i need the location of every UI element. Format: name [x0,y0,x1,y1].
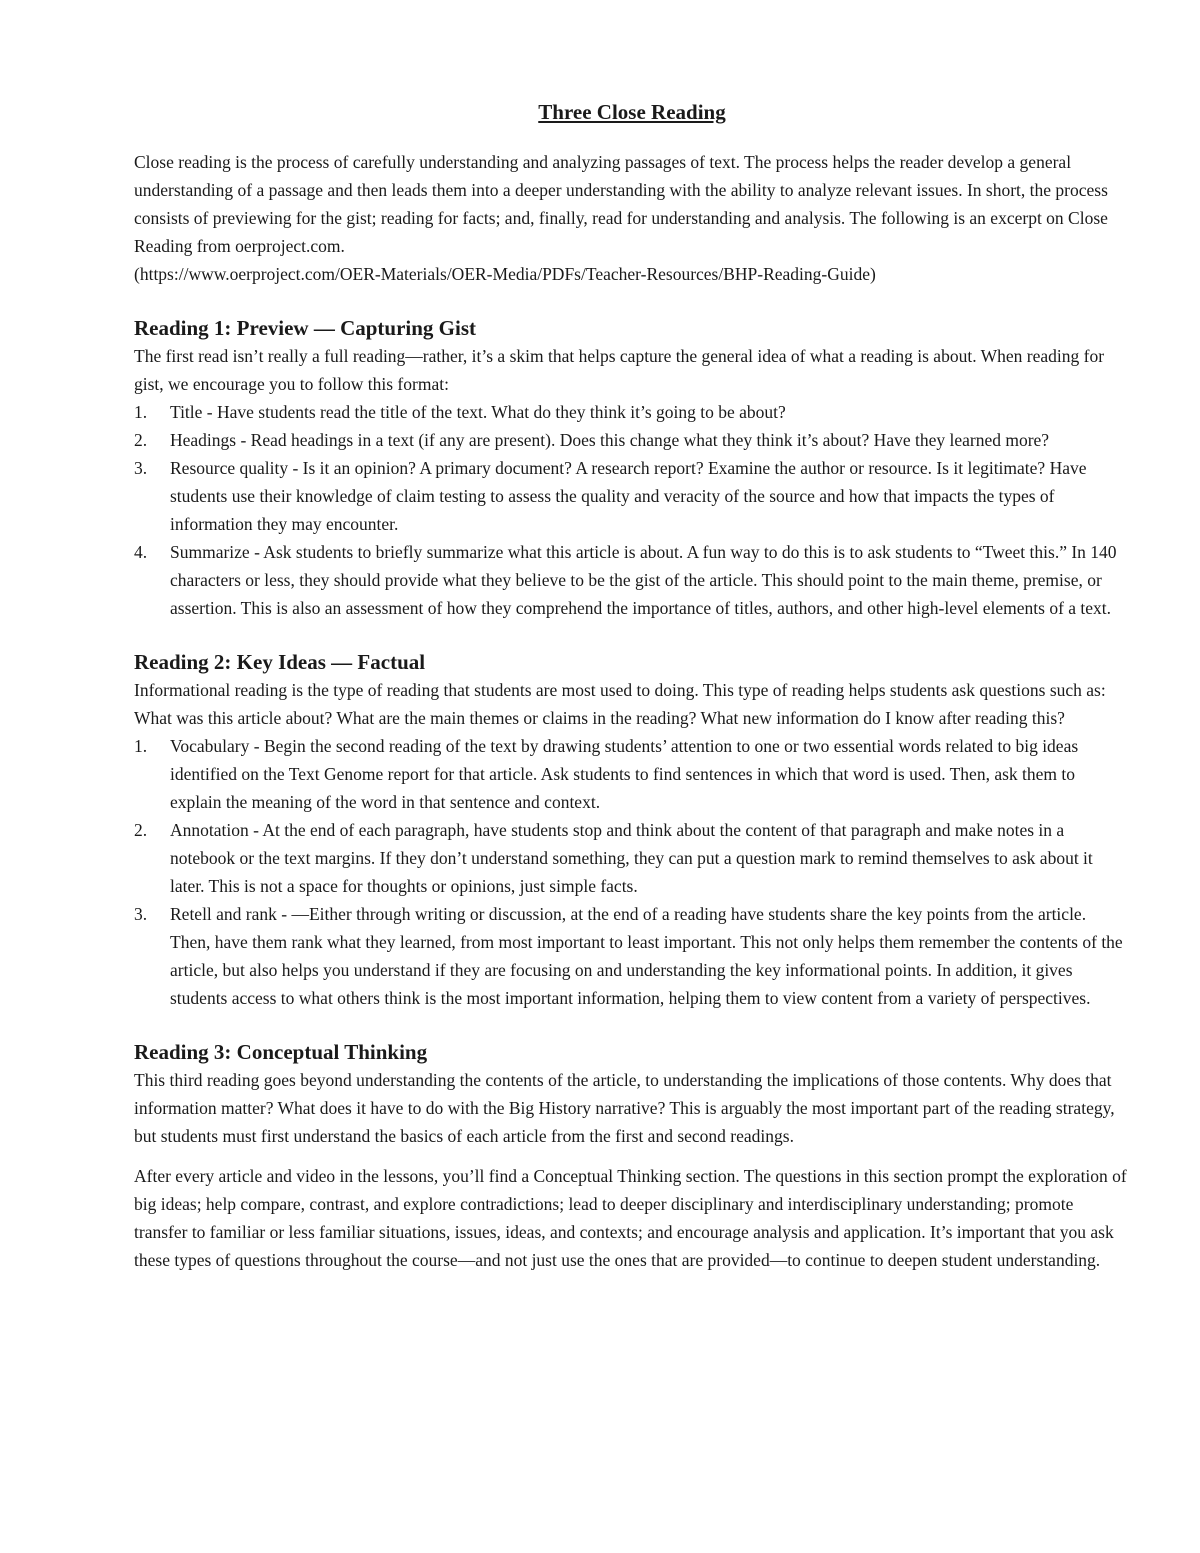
list-item [134,816,1130,900]
list-number: 2. [134,430,148,450]
section-body: This third reading goes beyond understanding the contents of the article, to understanding the implications of those contents. Why does that information matter? What does it have to do with the Big History narrative? This is arguably the most important part of the reading strategy, but students must first understand the basics of each article from the first and second readings. [134,1070,1115,1146]
document-title: Three Close Reading [538,100,726,124]
section-heading: Reading 3: Conceptual Thinking [134,1040,428,1064]
section-reading-3 [134,1038,1130,1274]
list-number: 4. [134,542,148,562]
list-item-text: Vocabulary - Begin the second reading of the text by drawing students’ attention to one or two essential words related to big ideas identified on the Text Genome report for that article. Ask students to find sentences in which that word is used. Then, ask them to explain the meaning of the word in that sentence and context. [170,736,1079,812]
list-item [134,732,1130,816]
list-item-text: Title - Have students read the title of the text. What do they think it’s going to be about? [170,402,786,422]
list-number: 2. [134,820,148,840]
list-item [134,538,1130,622]
list-item-text: Resource quality - Is it an opinion? A primary document? A research report? Examine the author or resource. Is it legitimate? Have students use their knowledge of claim testing to assess the quality and veracity of the source and how that impacts the types of information they may encounter. [170,458,1087,534]
section-reading-1 [134,314,1130,622]
section-body: Informational reading is the type of reading that students are most used to doing. This type of reading helps students ask questions such as: What was this article about? What are the main themes or claims in the reading? What new information do I know after reading this? [134,680,1106,728]
section-reading-2 [134,648,1130,1012]
list-number: 3. [134,458,148,478]
intro-paragraph: Close reading is the process of carefully understanding and analyzing passages of text. The process helps the reader develop a general understanding of a passage and then leads them into a deeper understanding with the ability to analyze relevant issues. In short, the process consists of previewing for the gist; reading for facts; and, finally, read for understanding and analysis. The following is an excerpt on Close Reading from oerproject.com. [134,152,1108,256]
list-number: 1. [134,402,148,422]
intro-section [134,148,1130,288]
section-heading: Reading 2: Key Ideas — Factual [134,650,426,674]
list-item-text: Headings - Read headings in a text (if any are present). Does this change what they think it’s about? Have they learned more? [170,430,1050,450]
numbered-list [134,732,1130,1012]
section-body: The first read isn’t really a full reading—rather, it’s a skim that helps capture the general idea of what a reading is about. When reading for gist, we encourage you to follow this format: [134,346,1105,394]
section-body-continued: After every article and video in the lessons, you’ll find a Conceptual Thinking section. The questions in this section prompt the exploration of big ideas; help compare, contrast, and explore contradictions; lead to deeper disciplinary and interdisciplinary understanding; promote transfer to familiar or less familiar situations, issues, ideas, and contexts; and encourage analysis and application. It’s important that you ask these types of questions throughout the course—and not just use the ones that are provided—to continue to deepen student understanding. [134,1166,1127,1270]
section-heading: Reading 1: Preview — Capturing Gist [134,316,477,340]
list-item-text: Summarize - Ask students to briefly summarize what this article is about. A fun way to do this is to ask students to “Tweet this.” In 140 characters or less, they should provide what they believe to be the gist of the article. This should point to the main theme, premise, or assertion. This is also an assessment of how they comprehend the importance of titles, authors, and other high-level elements of a text. [170,542,1117,618]
list-number: 1. [134,736,148,756]
list-item-text: Retell and rank - —Either through writing or discussion, at the end of a reading have students share the key points from the article. Then, have them rank what they learned, from most important to least important. This not only helps them remember the contents of the article, but also helps you understand if they are focusing on and understanding the key informational points. In addition, it gives students access to what others think is the most important information, helping them to view content from a variety of perspectives. [170,904,1123,1008]
source-url: (https://www.oerproject.com/OER-Materials/OER-Media/PDFs/Teacher-Resources/BHP-Reading-Guide) [134,264,876,284]
list-item [134,454,1130,538]
list-item [134,426,1130,454]
numbered-list [134,398,1130,622]
list-number: 3. [134,904,148,924]
document-body [134,98,1130,1300]
list-item [134,398,1130,426]
list-item-text: Annotation - At the end of each paragraph, have students stop and think about the content of that paragraph and make notes in a notebook or the text margins. If they don’t understand something, they can put a question mark to remind themselves to ask about it later. This is not a space for thoughts or opinions, just simple facts. [170,820,1093,896]
list-item [134,900,1130,1012]
